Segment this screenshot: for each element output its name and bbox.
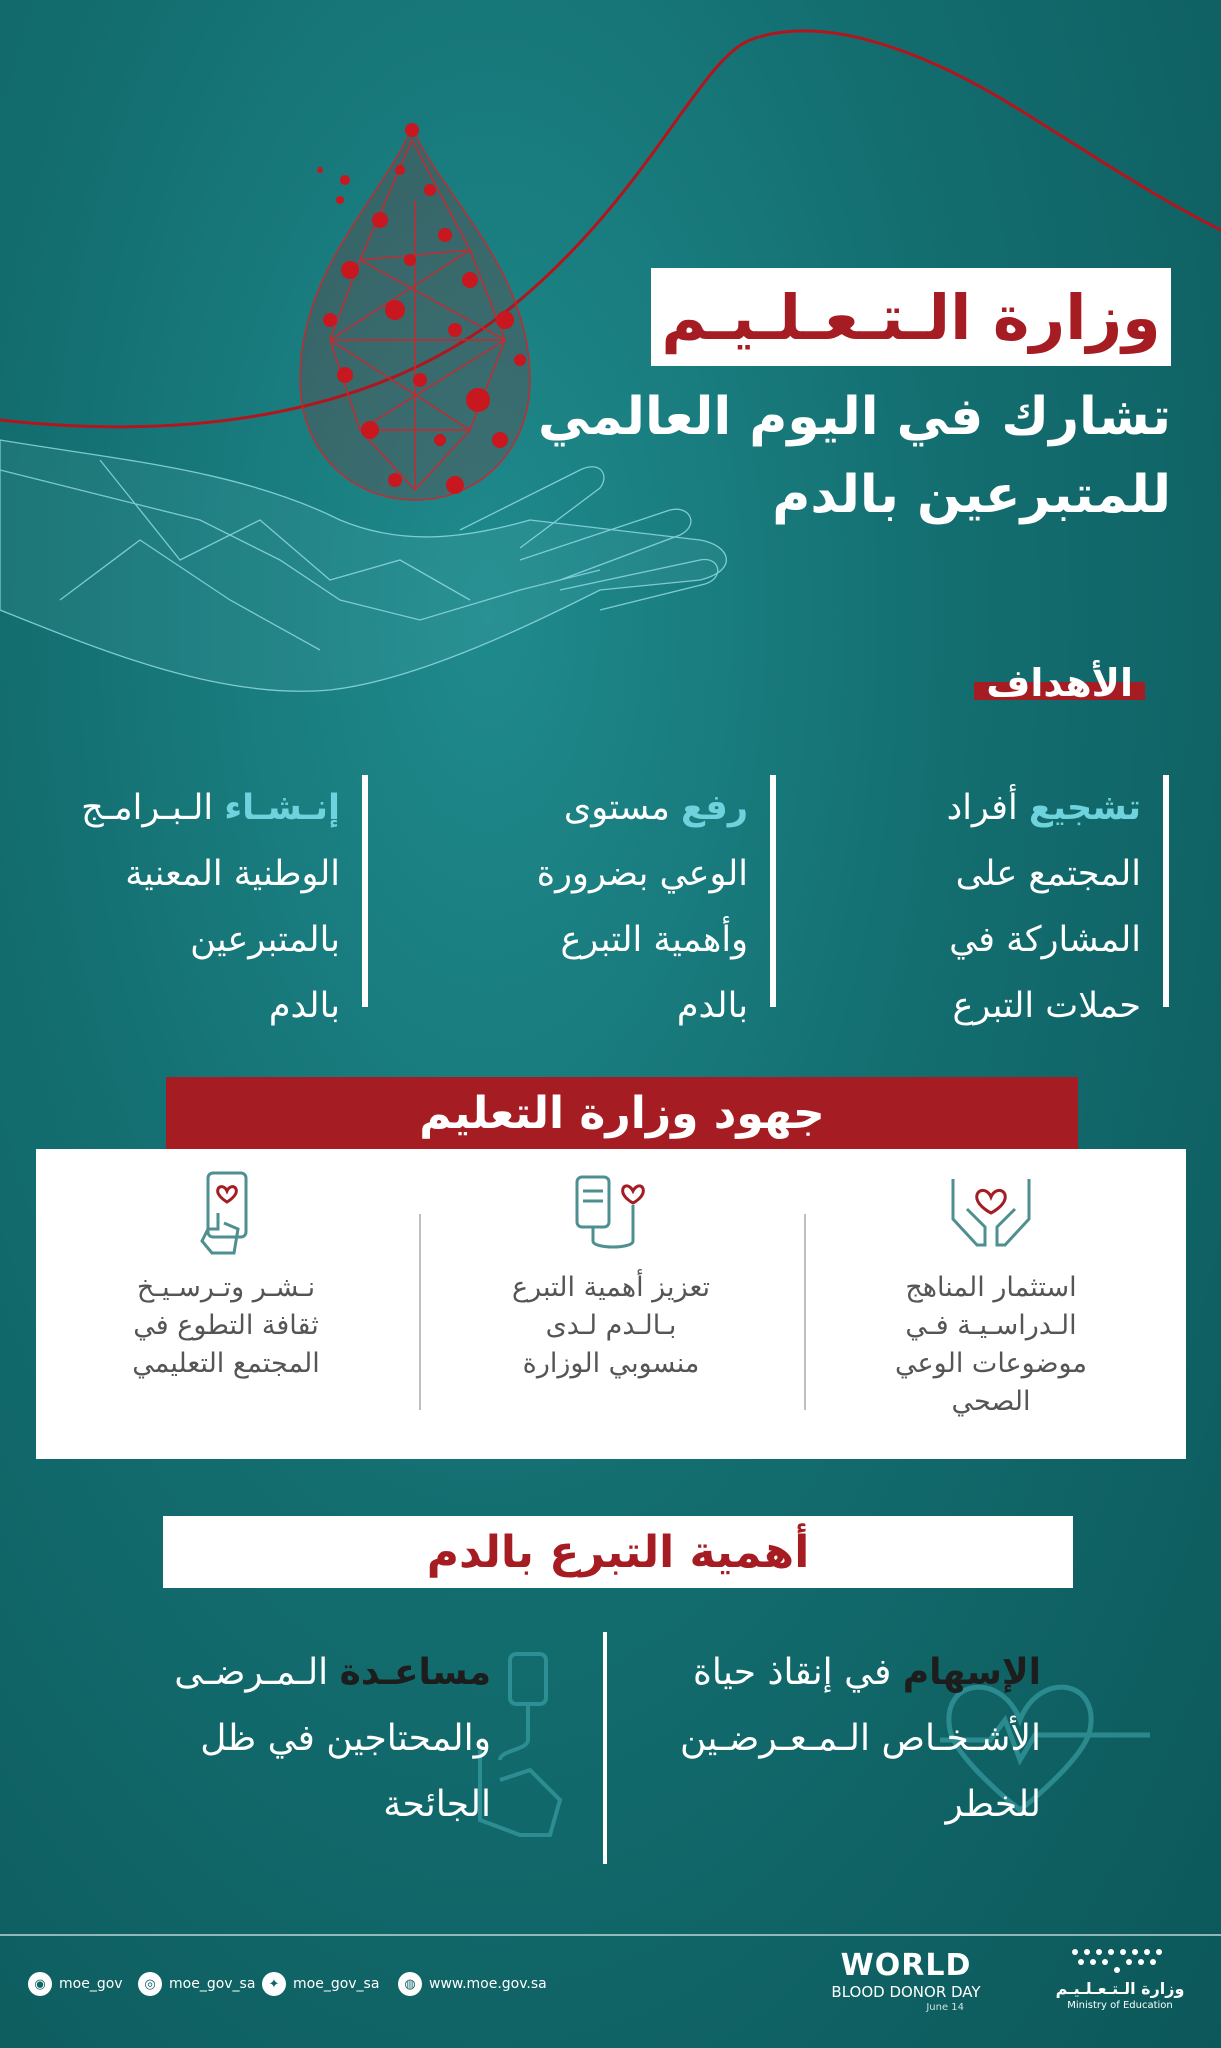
effort-line: نـشـر وتـرسـيـخ	[136, 1272, 316, 1303]
efforts-banner	[166, 1077, 1078, 1149]
twitter-icon: ✦	[262, 1972, 286, 1996]
goal-highlight: رفع	[681, 788, 748, 828]
footer-divider	[0, 1934, 1221, 1936]
social-instagram[interactable]	[138, 1972, 255, 1996]
social-website[interactable]	[398, 1972, 547, 1996]
effort-line: استثمار المناهج	[905, 1272, 1077, 1303]
effort-line: الـدراسـيـة فـي	[905, 1310, 1077, 1341]
goal-line: بالمتبرعين	[190, 920, 340, 960]
importance-line: الجائحة	[383, 1784, 491, 1825]
importance-text: في إنقاذ حياة	[693, 1652, 903, 1693]
social-snapchat[interactable]	[28, 1972, 123, 1996]
efforts-heading: جهود وزارة التعليم	[419, 1087, 825, 1139]
phone-heart-icon	[178, 1169, 274, 1255]
blood-bag-icon	[563, 1169, 659, 1255]
goal-line: المشاركة في	[949, 920, 1141, 960]
goal-highlight: إنـشـاء	[224, 788, 340, 828]
effort-line: المجتمع التعليمي	[132, 1348, 320, 1379]
effort-line: منسوبي الوزارة	[522, 1348, 700, 1379]
effort-line: تعزيز أهمية التبرع	[511, 1272, 711, 1303]
subtitle-line-1: تشارك في اليوم العالمي	[537, 387, 1171, 447]
goal-item-2	[476, 775, 776, 1026]
importance-heading: أهمية التبرع بالدم	[426, 1526, 810, 1578]
importance-line: الأشـخـاص الـمـعـرضـين	[679, 1718, 1041, 1759]
importance-banner	[163, 1516, 1073, 1588]
efforts-panel	[36, 1149, 1186, 1459]
heart-hands-icon	[943, 1169, 1039, 1255]
title-box	[651, 268, 1171, 366]
goal-line: الوعي بضرورة	[536, 854, 748, 894]
social-handle: www.moe.gov.sa	[429, 1976, 547, 1992]
importance-highlight: الإسهام	[902, 1652, 1041, 1693]
importance-text: الـمـرضـى	[174, 1652, 340, 1693]
goal-line: الوطنية المعنية	[125, 854, 340, 894]
goal-text: مستوى	[563, 788, 682, 828]
wbd-title: BLOOD DONOR DAY	[831, 1983, 981, 2001]
snapchat-icon: ◉	[28, 1972, 52, 1996]
importance-divider	[603, 1632, 607, 1864]
social-handle: moe_gov_sa	[169, 1976, 256, 1992]
subtitle	[471, 378, 1171, 534]
wbd-date: June 14	[926, 2002, 964, 2013]
social-handle: moe_gov	[59, 1976, 123, 1992]
effort-item-3	[36, 1169, 416, 1449]
goal-item-1	[869, 775, 1169, 1026]
effort-line: ثقافة التطوع في	[133, 1310, 319, 1341]
ministry-name-en: Ministry of Education	[1067, 2000, 1173, 2011]
goal-line: بالدم	[676, 986, 748, 1026]
ministry-emblem-icon	[1065, 1946, 1175, 1974]
effort-line: بـالـدم لـدى	[545, 1310, 677, 1341]
goal-line: وأهمية التبرع	[560, 920, 748, 960]
effort-item-1	[801, 1169, 1181, 1449]
goal-line: حملات التبرع	[952, 986, 1141, 1026]
goal-line: بالدم	[268, 986, 340, 1026]
effort-line: موضوعات الوعي	[895, 1348, 1087, 1379]
ministry-name-ar: وزارة الـتـعـلـيـم	[1055, 1979, 1185, 1998]
goal-text: أفراد	[946, 788, 1029, 828]
importance-line: والمحتاجين في ظل	[200, 1718, 491, 1759]
effort-line: الصحي	[951, 1386, 1031, 1417]
goals-heading: الأهداف	[986, 661, 1133, 705]
social-handle: moe_gov_sa	[293, 1976, 380, 1992]
effort-item-2	[421, 1169, 801, 1449]
importance-line: للخطر	[945, 1784, 1041, 1825]
goal-highlight: تشجيع	[1028, 788, 1141, 828]
goal-item-3	[58, 775, 368, 1026]
red-flow-line	[0, 31, 1221, 427]
instagram-icon: ◎	[138, 1972, 162, 1996]
importance-item-2	[111, 1640, 491, 1838]
goals-heading-tag	[974, 661, 1145, 705]
subtitle-line-2: للمتبرعين بالدم	[772, 465, 1171, 525]
goal-line: المجتمع على	[955, 854, 1141, 894]
importance-highlight: مساعـدة	[339, 1652, 491, 1693]
effort-divider	[804, 1214, 806, 1410]
social-twitter[interactable]	[262, 1972, 379, 1996]
goal-text: الـبـرامـج	[81, 788, 225, 828]
effort-divider	[419, 1214, 421, 1410]
ministry-logo	[1040, 1946, 1200, 2011]
world-blood-donor-day-logo	[826, 1950, 986, 2013]
wbd-world: WORLD	[840, 1948, 972, 1983]
page-title: وزارة الـتـعـلـيـم	[661, 280, 1161, 354]
globe-icon: ◍	[398, 1972, 422, 1996]
importance-item-1	[621, 1640, 1041, 1838]
